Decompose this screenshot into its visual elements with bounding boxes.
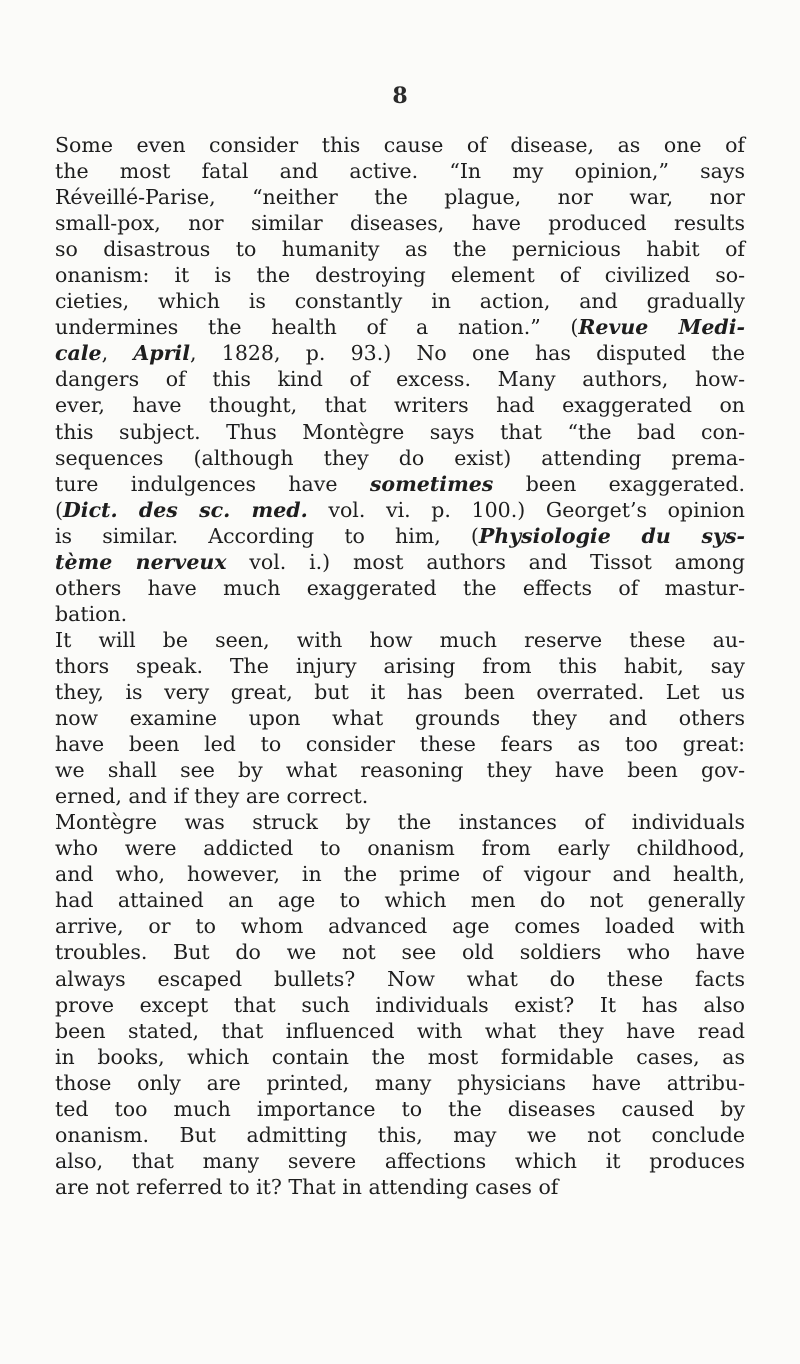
italic-text: Dict. des sc. med. [63, 497, 308, 522]
italic-text: sometimes [369, 471, 494, 496]
text-run: ( [55, 497, 63, 522]
text-run: been stated, that influenced with what they have read [55, 1018, 745, 1043]
text-line [55, 887, 745, 913]
text-line [55, 445, 745, 471]
text-line [55, 809, 745, 835]
text-line [55, 679, 745, 705]
text-line [55, 913, 745, 939]
text-run: cieties, which is constantly in action, and gradually [55, 289, 745, 314]
text-line [55, 158, 745, 184]
text-line [55, 184, 745, 210]
text-line [55, 653, 745, 679]
text-run: vol. i.) most authors and Tissot among [226, 549, 745, 574]
text-run: , [101, 341, 134, 366]
text-run: prove except that such individuals exist? It has also [55, 992, 745, 1017]
text-run: had attained an age to which men do not generally [55, 888, 745, 913]
text-run: thors speak. The injury arising from this habit, say [55, 653, 745, 678]
text-line [55, 366, 745, 392]
text-line [55, 549, 745, 575]
text-run: always escaped bullets? Now what do these facts [55, 966, 745, 991]
text-run: vol. vi. p. 100.) Georget’s opinion [307, 497, 745, 522]
text-line [55, 939, 745, 965]
text-line [55, 731, 745, 757]
text-line [55, 627, 745, 653]
text-run: are not referred to it? That in attending cases of [55, 1174, 559, 1199]
text-run: in books, which contain the most formidable cases, as [55, 1044, 745, 1069]
text-line [55, 523, 745, 549]
text-line [55, 575, 745, 601]
text-line [55, 497, 745, 523]
text-run: also, that many severe affections which it produces [55, 1148, 745, 1173]
text-line [55, 392, 745, 418]
italic-text: Revue Medi- [578, 315, 745, 340]
text-line [55, 861, 745, 887]
text-line [55, 1070, 745, 1096]
text-line [55, 835, 745, 861]
text-line [55, 601, 745, 627]
body-text [55, 132, 745, 1200]
italic-text: cale [55, 341, 102, 366]
page-number: 8 [392, 83, 408, 109]
text-run: the most fatal and active. “In my opinion,” says [55, 159, 745, 184]
text-line [55, 419, 745, 445]
text-run: others have much exaggerated the effects of mastur- [55, 575, 745, 600]
text-line [55, 992, 745, 1018]
text-line [55, 314, 745, 340]
text-line [55, 1122, 745, 1148]
text-run: is similar. According to him, ( [55, 523, 479, 548]
text-run: been exaggerated. [493, 471, 745, 496]
text-line [55, 471, 745, 497]
text-line [55, 288, 745, 314]
text-run: It will be seen, with how much reserve these au- [55, 627, 745, 652]
text-run: onanism. But admitting this, may we not conclude [55, 1122, 745, 1147]
text-run: and who, however, in the prime of vigour and health, [55, 862, 745, 887]
text-line [55, 1018, 745, 1044]
text-line [55, 1044, 745, 1070]
text-run: who were addicted to onanism from early childhood, [55, 836, 745, 861]
paragraph [55, 809, 745, 1200]
text-line [55, 1148, 745, 1174]
text-line [55, 340, 745, 366]
text-run: Some even consider this cause of disease, as one of [55, 133, 745, 157]
text-run: ever, have thought, that writers had exaggerated on [55, 393, 745, 418]
text-run: now examine upon what grounds they and others [55, 706, 745, 731]
text-line [55, 783, 745, 809]
text-run: Réveillé-Parise, “neither the plague, nor war, nor [55, 185, 745, 210]
text-line [55, 1096, 745, 1122]
text-run: undermines the health of a nation.” ( [55, 315, 579, 340]
text-line [55, 132, 745, 158]
text-run: onanism: it is the destroying element of civilized so- [55, 263, 745, 288]
text-line [55, 705, 745, 731]
text-run: bation. [55, 601, 128, 626]
text-run: arrive, or to whom advanced age comes loaded with [55, 914, 745, 939]
text-run: ted too much importance to the diseases caused by [55, 1096, 745, 1121]
text-run: sequences (although they do exist) attending prema- [55, 445, 745, 470]
text-line [55, 966, 745, 992]
text-run: they, is very great, but it has been overrated. Let us [55, 679, 745, 704]
text-run: , 1828, p. 93.) No one has disputed the [190, 341, 745, 366]
text-line [55, 757, 745, 783]
text-line [55, 1174, 745, 1200]
text-run: have been led to consider these fears as too great: [55, 732, 745, 757]
italic-text: Physiologie du sys- [478, 523, 746, 548]
italic-text: April [133, 341, 191, 366]
text-line [55, 236, 745, 262]
text-run: this subject. Thus Montègre says that “the bad con- [55, 419, 745, 444]
text-run: dangers of this kind of excess. Many authors, how- [55, 367, 745, 392]
text-run: those only are printed, many physicians have attribu- [55, 1070, 745, 1095]
paragraph [55, 132, 745, 627]
text-line [55, 210, 745, 236]
paragraph [55, 627, 745, 809]
text-run: we shall see by what reasoning they have been gov- [55, 758, 745, 783]
italic-text: tème nerveux [55, 549, 227, 574]
text-run: ture indulgences have [55, 471, 370, 496]
text-run: erned, and if they are correct. [55, 784, 369, 809]
text-run: small-pox, nor similar diseases, have produced results [55, 211, 745, 236]
text-run: so disastrous to humanity as the pernicious habit of [55, 237, 745, 262]
text-run: Montègre was struck by the instances of individuals [55, 810, 745, 835]
text-line [55, 262, 745, 288]
text-run: troubles. But do we not see old soldiers who have [55, 940, 745, 965]
